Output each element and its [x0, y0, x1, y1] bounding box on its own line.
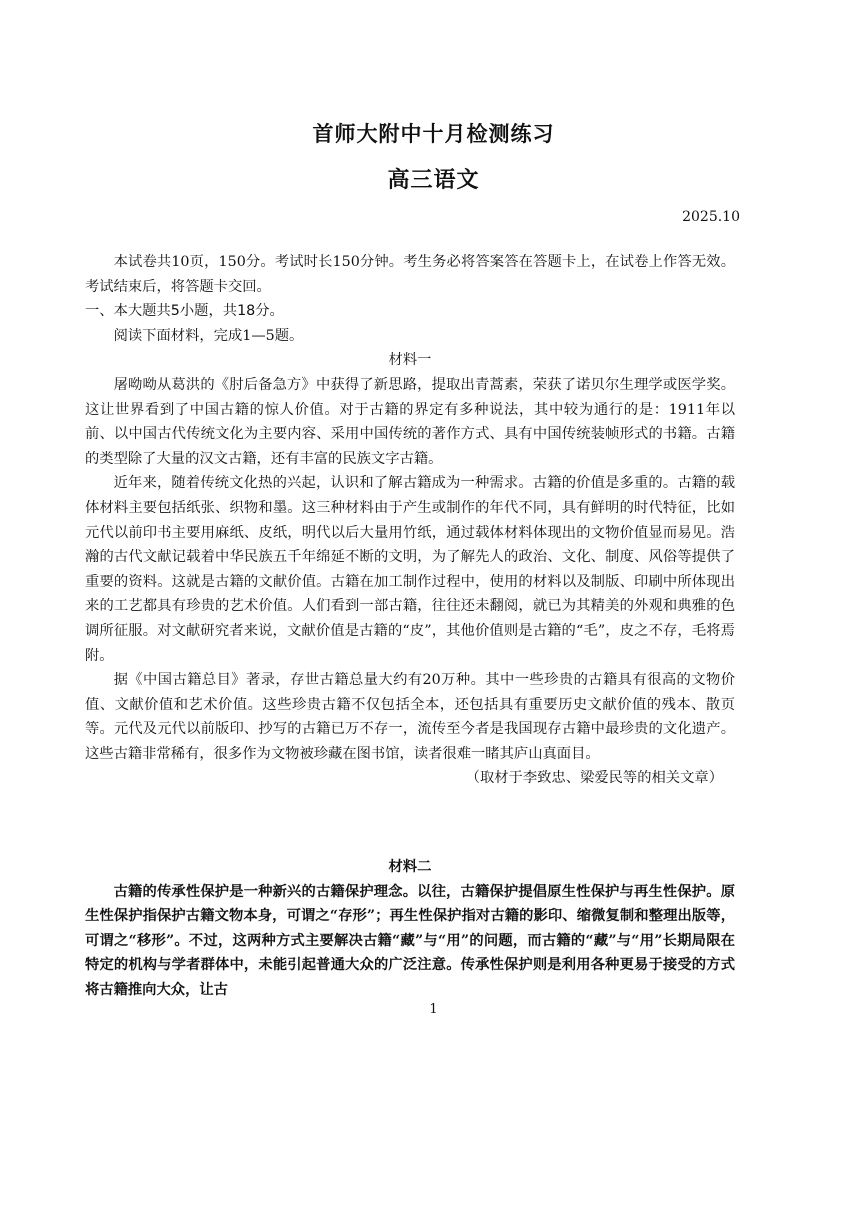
exam-title: 首师大附中十月检测练习: [312, 122, 555, 146]
material-1-paragraph: 屠呦呦从葛洪的《肘后备急方》中获得了新思路，提取出青蒿素，荣获了诺贝尔生理学或医学奖。这让世界看到了中国古籍的惊人价值。对于古籍的界定有多种说法，其中较为通行的是：1911年以前、以中国古代传统文化为主要内容、采用中国传统的著作方式、具有中国传统装帧形式的书籍。古籍的类型除了大量的汉文古籍，还有丰富的民族文字古籍。: [85, 376, 735, 467]
upper-text-block: [85, 250, 735, 791]
exam-date: 2025.10: [682, 209, 740, 225]
material-1-paragraph: 近年来，随着传统文化热的兴起，认识和了解古籍成为一种需求。古籍的价值是多重的。古籍的载体材料主要包括纸张、织物和墨。这三种材料由于产生或制作的年代不同，具有鲜明的时代特征，比如元代以前印书主要用麻纸、皮纸，明代以后大量用竹纸，通过载体材料体现出的文物价值显而易见。浩瀚的古代文献记载着中华民族五千年绵延不断的文明，为了解先人的政治、文化、制度、风俗等提供了重要的资料。这就是古籍的文献价值。古籍在加工制作过程中，使用的材料以及制版、印刷中所体现出来的工艺都具有珍贵的艺术价值。人们看到一部古籍，往往还未翻阅，就已为其精美的外观和典雅的色调所征服。对文献研究者来说，文献价值是古籍的“皮”，其他价值则是古籍的“毛”，皮之不存，毛将焉附。: [85, 475, 735, 664]
section-heading: 一、本大题共5小题，共18分。: [85, 303, 284, 320]
material-1-paragraph: 据《中国古籍总目》著录，存世古籍总量大约有20万种。其中一些珍贵的古籍具有很高的文物价值、文献价值和艺术价值。这些珍贵古籍不仅包括全本，还包括具有重要历史文献价值的残本、散页等。元代及元代以前版印、抄写的古籍已万不存一，流传至今者是我国现存古籍中最珍贵的文化遗产。这些古籍非常稀有，很多作为文物被珍藏在图书馆，读者很难一睹其庐山真面目。: [85, 672, 735, 762]
material-1-title: 材料一: [388, 352, 432, 369]
material-2-paragraph: 古籍的传承性保护是一种新兴的古籍保护理念。以往，古籍保护提倡原生性保护与再生性保护。原生性保护指保护古籍文物本身，可谓之“存形”；再生性保护指对古籍的影印、缩微复制和整理出版等，可谓之“移形”。不过，这两种方式主要解决古籍“藏”与“用”的问题，而古籍的“藏”与“用”长期局限在特定的机构与学者群体中，未能引起普通大众的广泛注意。传承性保护则是利用各种更易于接受的方式将古籍推向大众，让古: [85, 883, 735, 998]
material-1-source: （取材于李致忠、梁爱民等的相关文章）: [465, 770, 723, 787]
subject-title: 高三语文: [387, 168, 480, 193]
material-2-title: 材料二: [388, 859, 432, 875]
lower-text-block: [85, 855, 735, 1003]
instructions: 本试卷共10页，150分。考试时长150分钟。考生务必将答案答在答题卡上，在试卷上作答无效。考试结束后，将答题卡交回。: [85, 254, 735, 295]
page-number: 1: [429, 1002, 438, 1017]
section-prompt: 阅读下面材料，完成1—5题。: [113, 327, 304, 344]
